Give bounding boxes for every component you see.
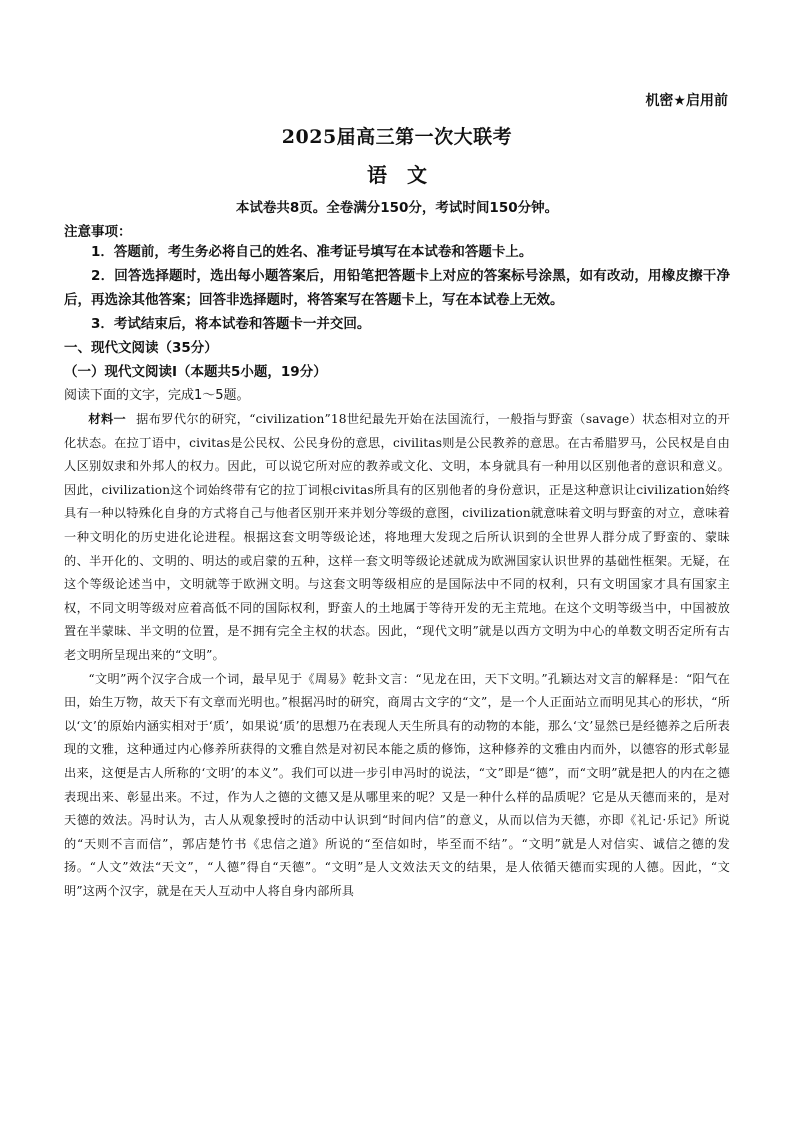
reading-instruction: 阅读下面的文字，完成1～5题。	[64, 388, 250, 403]
section-subtitle: （一）现代文阅读Ⅰ（本题共5小题，19分）	[64, 364, 327, 380]
notice-item: 1．答题前，考生务必将自己的姓名、准考证号填写在本试卷和答题卡上。	[91, 244, 533, 260]
material-paragraph	[64, 408, 730, 668]
notice-item: 3．考试结束后，将本试卷和答题卡一并交回。	[91, 316, 371, 332]
secret-mark: 机密★启用前	[645, 93, 728, 109]
exam-title: 2025届高三第一次大联考	[281, 126, 513, 148]
exam-info: 本试卷共8页。全卷满分150分，考试时间150分钟。	[235, 200, 559, 216]
material-label: 材料一	[88, 412, 127, 426]
subject-title: 语 文	[367, 163, 427, 187]
section-title: 一、现代文阅读（35分）	[64, 340, 218, 356]
notice-title: 注意事项：	[64, 224, 132, 240]
notice-item: 2．回答选择题时，选出每小题答案后，用铅笔把答题卡上对应的答案标号涂黑，如有改动，用橡皮擦干净后，再选涂其他答案；回答非选择题时，将答案写在答题卡上，写在本试卷上无效。	[64, 268, 730, 308]
material-paragraph: “文明”两个汉字合成一个词，最早见于《周易》乾卦文言：“见龙在田，天下文明。”孔颖达对文言的解释是：“阳气在田，始生万物，故天下有文章而光明也。”根据冯时的研究，商周古文字的“文”，是一个人正面站立而明见其心的形状，“所以‘文’的原始内涵实相对于‘质’，如果说‘质’的思想乃在表现人天生所具有的动物的本能，那么‘文’显然已是经德养之后所表现的文雅，这种通过内心修养所获得的文雅自然是对初民本能之质的修饰，这种修养的文雅由内而外，以德容的形式彰显出来，这便是古人所称的‘文明’的本义”。我们可以进一步引申冯时的说法，“文”即是“德”，而“文明”就是把人的内在之德表现出来、彰显出来。不过，作为人之德的文德又是从哪里来的呢？又是一种什么样的品质呢？它是从天德而来的，是对天德的效法。冯时认为，古人从观象授时的活动中认识到“时间内信”的意义，从而以信为天德，亦即《礼记·乐记》所说的“天则不言而信”，郭店楚竹书《忠信之道》所说的“至信如时，毕至而不结”。“文明”就是人对信实、诚信之德的发扬。“人文”效法“天文”，“人德”得自“天德”。“文明”是人文效法天文的结果，是人依循天德而实现的人德。因此，“文明”这两个汉字，就是在天人互动中人将自身内部所具	[64, 671, 730, 898]
material-paragraph-text: 据布罗代尔的研究，“civilization”18世纪最先开始在法国流行，一般指与野蛮（savage）状态相对立的开化状态。在拉丁语中，civitas是公民权、公民身份的意思，civilitas则是公民教养的意思。在古希腊罗马，公民权是自由人区别奴隶和外邦人的权力。因此，可以说它所对应的教养或文化、文明，本身就具有一种用以区别他者的意识和意义。因此，civilization这个词始终带有它的拉丁词根civitas所具有的区别他者的身份意识，正是这种意识让civilization始终具有一种以特殊化自身的方式将自己与他者区别开来并划分等级的意图，civilization就意味着文明与野蛮的对立，意味着一种文明化的历史进化论进程。根据这套文明等级论述，将地理大发现之后所认识到的全世界人群分成了野蛮的、蒙昧的、半开化的、文明的、明达的或启蒙的五种，这样一套文明等级论述就成为欧洲国家认识世界的基础性框架。无疑，在这个等级论述当中，文明就等于欧洲文明。与这套文明等级相应的是国际法中不同的权利，只有文明国家才具有国家主权，不同文明等级对应着高低不同的国际权利，野蛮人的土地属于等待开发的无主荒地。在这个文明等级当中，中国被放置在半蒙昧、半文明的位置，是不拥有完全主权的状态。因此，“现代文明”就是以西方文明为中心的单数文明否定所有古老文明所呈现出来的“文明”。	[64, 412, 731, 662]
